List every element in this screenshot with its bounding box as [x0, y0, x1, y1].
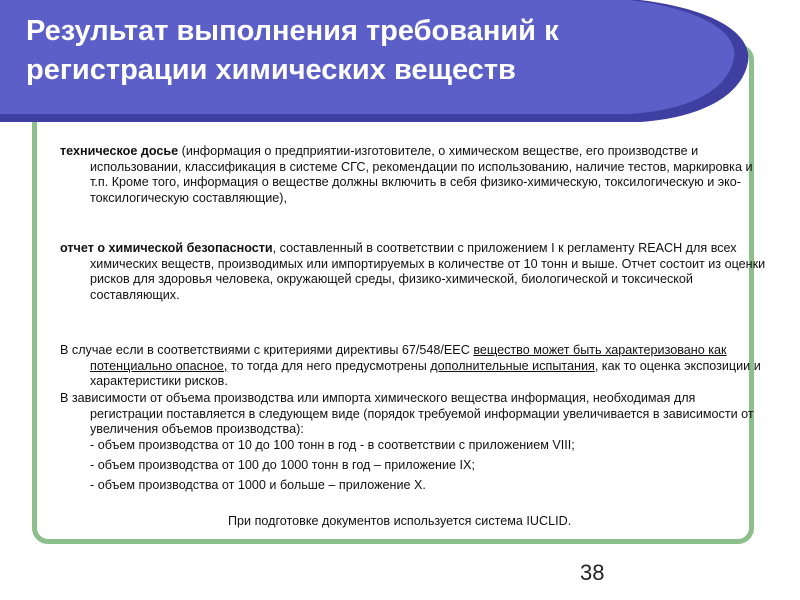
term-safety-report: отчет о химической безопасности [60, 241, 273, 255]
paragraph-technical-dossier [60, 144, 770, 206]
paragraph-directive [60, 343, 770, 390]
list-item: - объем производства от 100 до 1000 тонн в год – приложение IX; [90, 458, 475, 472]
underline-additional-tests: дополнительные испытания [430, 358, 595, 373]
title-line-1: Результат выполнения требований к [26, 15, 559, 47]
paragraph-volume [60, 391, 770, 438]
page-number: 38 [580, 560, 605, 585]
term-technical-dossier: техническое досье [60, 144, 179, 158]
footer-note: При подготовке документов используется система IUCLID. [228, 514, 572, 528]
paragraph-safety-report [60, 241, 770, 303]
list-item: - объем производства от 1000 и больше – приложение X. [90, 478, 426, 492]
paragraph-directive-text-2: то тогда для него предусмотрены [227, 358, 431, 373]
paragraph-safety-report-text: , составленный в соответствии с приложением I к регламенту REACH для всех химических веществ, производимых или импортируемых в количестве от 10 тонн и выше. Отчет состоит из оценки рисков для здоровья человека, окружающей среды, физико-химической, биологической и токсической составляющих. [90, 241, 766, 302]
paragraph-directive-text-3: , как то оценка экспозиции и характеристики рисков. [90, 358, 761, 389]
title-line-2: регистрации химических веществ [26, 54, 516, 86]
underline-potentially-dangerous: вещество может быть характеризовано как потенциально опасное, [90, 343, 727, 373]
paragraph-technical-dossier-text: (информация о предприятии-изготовителе, о химическом веществе, его производстве и использовании, классификация в системе СГС, рекомендации по использованию, наличие тестов, маркировка и т.п. Кроме того, информация о веществе должны включить в себя физико-химическую, токсилогическую и эко-токсилогическую составляющие), [90, 144, 753, 205]
slide-title [26, 12, 646, 90]
paragraph-volume-text: В зависимости от объема производства или импорта химического вещества информация, необходимая для регистрации поставляется в следующем виде (порядок требуемой информации увеличивается в зависимости от увеличения объемов производства): [60, 391, 754, 437]
list-item: - объем производства от 10 до 100 тонн в год - в соответствии с приложением VIII; [90, 438, 575, 452]
paragraph-directive-text-1: В случае если в соответствиями с критериями директивы 67/548/EEC [60, 343, 474, 357]
